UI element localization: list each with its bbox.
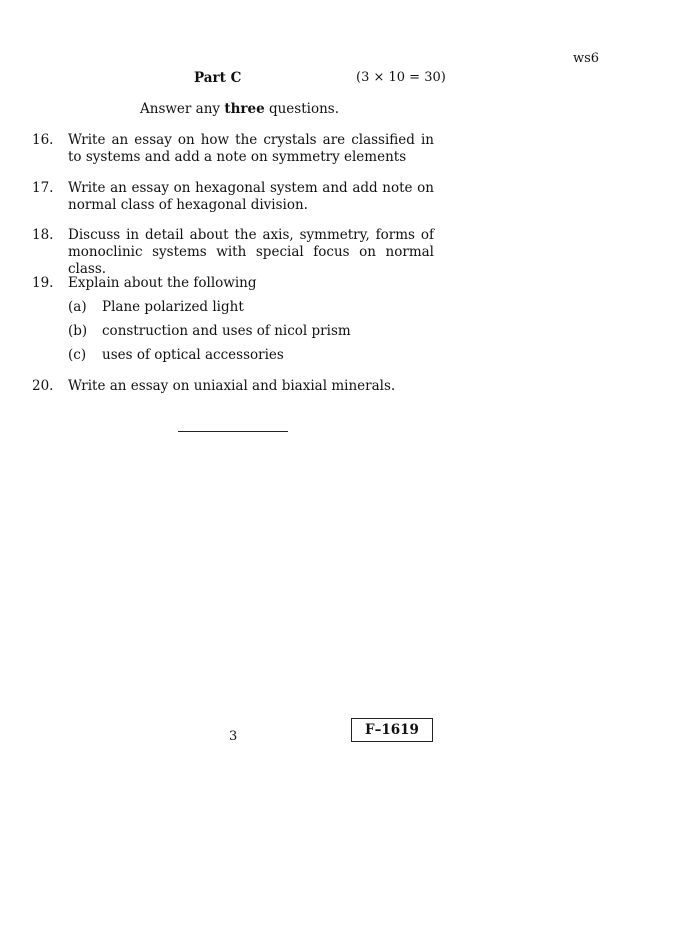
subpart-label: (c) (68, 347, 87, 363)
question-text: Discuss in detail about the axis, symmetry, forms of monoclinic systems with special focus on normal class. (68, 227, 434, 277)
series-code: ws6 (573, 51, 600, 66)
question-20 (32, 378, 434, 395)
page-number: 3 (229, 729, 238, 744)
question-text: Write an essay on how the crystals are classified in to systems and add a note on symmetry elements (68, 132, 434, 165)
question-number: 16. (32, 132, 54, 148)
instruction-suffix: questions. (264, 101, 340, 117)
subpart-label: (b) (68, 323, 88, 339)
question-number: 19. (32, 275, 54, 291)
question-16 (32, 132, 434, 166)
subpart-text: construction and uses of nicol prism (102, 323, 351, 339)
question-text: Explain about the following (68, 275, 257, 291)
question-number: 17. (32, 180, 54, 196)
paper-code-box: F–1619 (351, 718, 433, 742)
question-text: Write an essay on uniaxial and biaxial minerals. (68, 378, 396, 394)
instruction-emphasis: three (224, 101, 265, 117)
instruction-prefix: Answer any (140, 101, 225, 117)
subpart-text: uses of optical accessories (102, 347, 284, 363)
question-18 (32, 227, 434, 278)
subpart-label: (a) (68, 299, 87, 315)
instruction (140, 101, 339, 117)
question-number: 20. (32, 378, 54, 394)
question-17 (32, 180, 434, 214)
section-title: Part C (194, 70, 242, 86)
question-number: 18. (32, 227, 54, 243)
marks-allocation: (3 × 10 = 30) (356, 70, 446, 85)
subpart-text: Plane polarized light (102, 299, 244, 315)
question-19 (32, 275, 434, 292)
question-text: Write an essay on hexagonal system and add note on normal class of hexagonal division. (68, 180, 434, 213)
end-divider (178, 431, 288, 432)
